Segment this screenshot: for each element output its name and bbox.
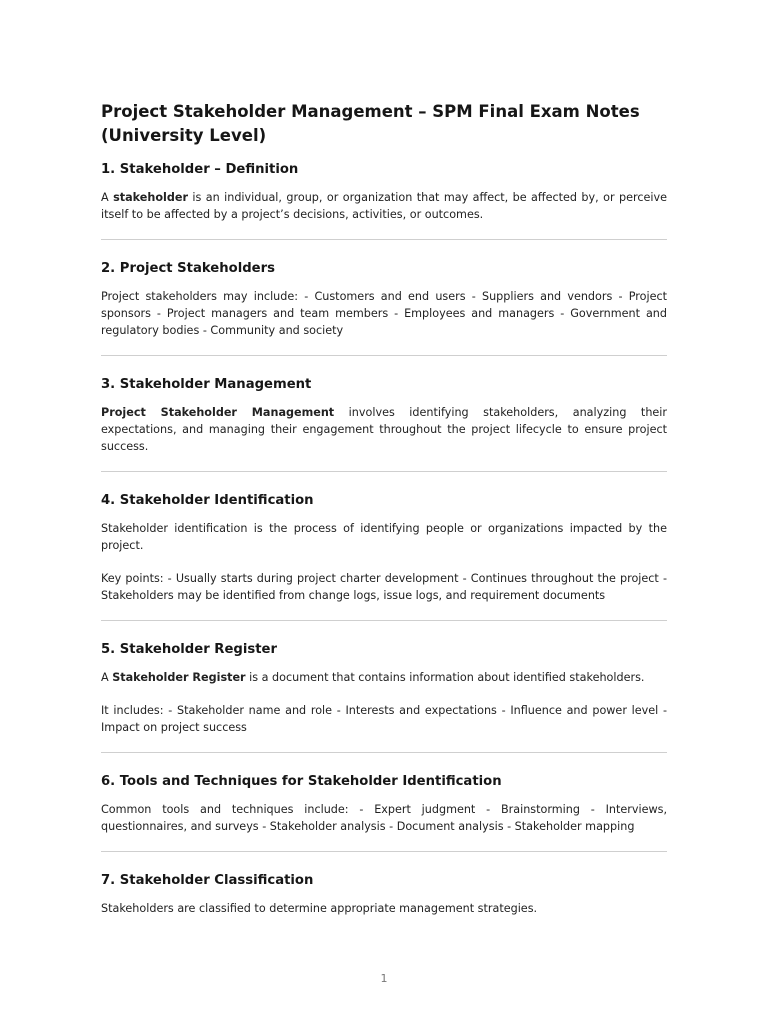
bold-term: Project Stakeholder Management [101,406,335,419]
section-heading: 1. Stakeholder – Definition [101,162,299,177]
section-tools-techniques [101,772,667,835]
section-divider [101,752,667,753]
section-stakeholder-classification [101,871,667,917]
section-paragraph: Stakeholders are classified to determine appropriate management strategies. [101,902,538,915]
section-divider [101,851,667,852]
document-page [101,100,667,933]
section-divider [101,620,667,621]
title-line-1: Project Stakeholder Management – SPM Final Exam Notes [101,102,640,121]
page-number: 1 [380,972,388,985]
section-heading: 4. Stakeholder Identification [101,493,314,508]
section-paragraph: It includes: - Stakeholder name and role - Interests and expectations - Influence and power level - Impact on project success [101,704,667,734]
section-divider [101,471,667,472]
section-stakeholder-definition [101,160,667,223]
section-paragraph: Project stakeholders may include: - Customers and end users - Suppliers and vendors - Project sponsors - Project managers and team members - Employees and managers - Government and regulatory bodies - Community and society [101,290,667,337]
text-run: A [101,671,113,684]
section-stakeholder-management [101,375,667,455]
section-heading: 7. Stakeholder Classification [101,873,314,888]
section-stakeholder-identification [101,491,667,604]
section-heading: 3. Stakeholder Management [101,377,312,392]
section-stakeholder-register [101,640,667,736]
page-title [101,100,667,148]
text-run: is an individual, group, or organization that may affect, be affected by, or perceive itself to be affected by a project’s decisions, activities, or outcomes. [101,191,667,221]
text-run: is a document that contains information about identified stakeholders. [245,671,645,684]
section-divider [101,355,667,356]
title-line-2: (University Level) [101,126,267,145]
section-project-stakeholders [101,259,667,339]
section-divider [101,239,667,240]
text-run: A [101,191,114,204]
bold-term: Stakeholder Register [112,671,246,684]
section-paragraph: Key points: - Usually starts during project charter development - Continues throughout the project - Stakeholders may be identified from change logs, issue logs, and requirement documents [101,572,667,602]
section-paragraph: Stakeholder identification is the process of identifying people or organizations impacted by the project. [101,522,667,552]
section-paragraph: Common tools and techniques include: - Expert judgment - Brainstorming - Interviews, questionnaires, and surveys - Stakeholder analysis - Document analysis - Stakeholder mapping [101,803,667,833]
section-heading: 2. Project Stakeholders [101,261,275,276]
section-paragraph [101,404,667,455]
section-paragraph [101,189,667,223]
section-paragraph [101,669,667,686]
section-heading: 6. Tools and Techniques for Stakeholder Identification [101,774,502,789]
bold-term: stakeholder [113,191,188,204]
section-heading: 5. Stakeholder Register [101,642,277,657]
text-run: involves identifying stakeholders, analyzing their expectations, and managing their engagement throughout the project lifecycle to ensure project success. [101,406,667,453]
